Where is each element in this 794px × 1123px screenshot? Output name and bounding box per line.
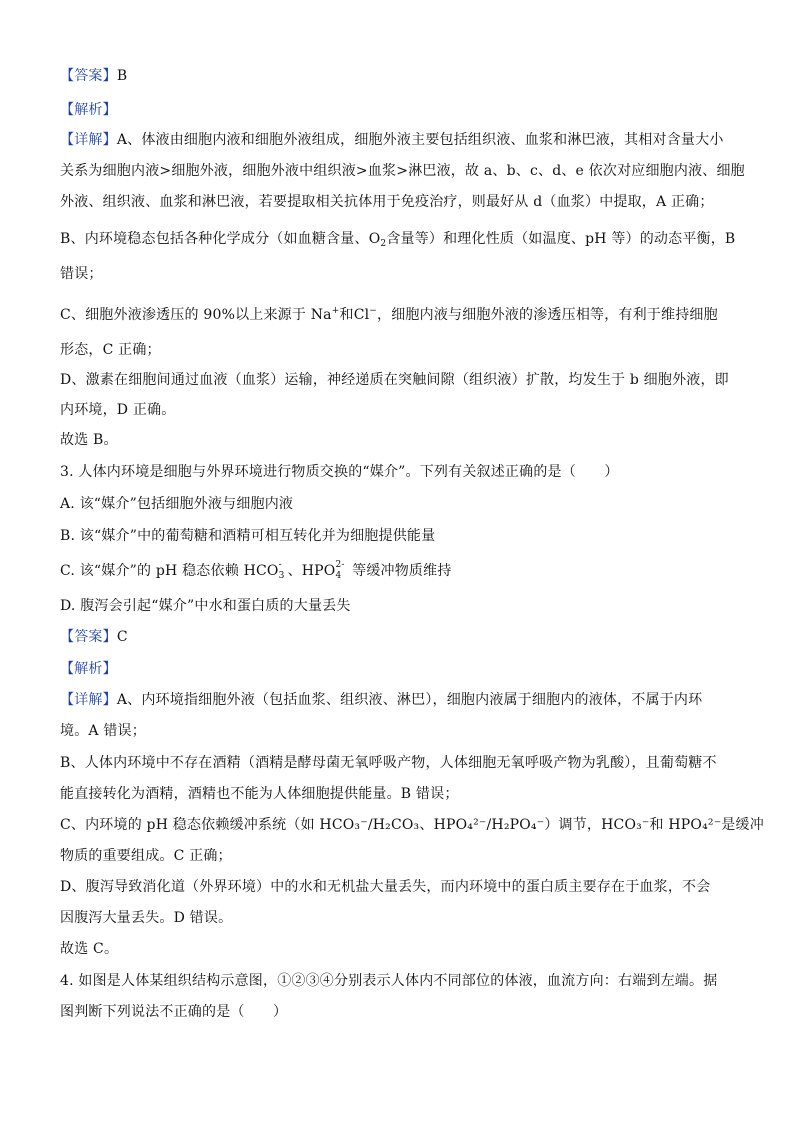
formula: O <box>368 231 381 247</box>
formula: HPO <box>301 563 336 579</box>
answer-line <box>60 627 740 647</box>
text-span: 等缓冲物质维持 <box>347 563 452 579</box>
superscript: + <box>331 306 340 316</box>
detail-text <box>60 301 740 325</box>
text-span: 含量等）和理化性质（如温度、pH 等）的动态平衡，B <box>386 231 736 247</box>
detail-text: 因腹泻大量丢失。D 错误。 <box>60 910 233 926</box>
detail-text: 物质的重要组成。C 正确； <box>60 848 232 864</box>
option-a: A. 该“媒介”包括细胞外液与细胞内液 <box>60 496 294 512</box>
formula: HCO <box>243 563 279 579</box>
detail-text: A、内环境指细胞外液（包括血浆、组织液、淋巴），细胞内液属于细胞内的液体，不属于内环 <box>116 692 703 708</box>
text-span: 、 <box>287 563 302 579</box>
detail-text: 形态，C 正确； <box>60 342 161 358</box>
question-stem: 图判断下列说法不正确的是（ ） <box>60 1004 288 1020</box>
analysis-label: 【解析】 <box>60 102 117 118</box>
answer-line <box>60 66 740 86</box>
detail-text: 境。A 错误； <box>60 723 146 739</box>
detail-text: C、内环境的 pH 稳态依赖缓冲系统（如 HCO₃⁻/H₂CO₃、HPO₄²⁻/H₂PO₄⁻）调节，HCO₃⁻和 HPO₄²⁻是缓冲 <box>60 817 764 833</box>
superscript: 2- <box>335 560 345 570</box>
detail-text: 错误； <box>60 266 103 282</box>
text-span: C、细胞外液渗透压的 90%以上来源于 <box>60 307 311 323</box>
subscript: 2 <box>380 239 387 249</box>
analysis-label: 【解析】 <box>60 661 117 677</box>
text-span: C. 该“媒介”的 pH 稳态依赖 <box>60 563 244 579</box>
detail-text <box>60 229 740 254</box>
detail-label: 【详解】 <box>60 132 117 148</box>
option-c <box>60 561 740 581</box>
detail-text: D、激素在细胞间通过血液（血浆）运输，神经递质在突触间隙（组织液）扩散，均发生于 b 细胞外液，即 <box>60 372 729 388</box>
detail-text: D、腹泻导致消化道（外界环境）中的水和无机盐大量丢失，而内环境中的蛋白质主要存在于血浆，不会 <box>60 879 711 895</box>
text-span: B、内环境稳态包括各种化学成分（如血糖含量、 <box>60 231 369 247</box>
detail-line <box>60 690 740 710</box>
text-span: ，细胞内液与细胞外液的渗透压相等，有利于维持细胞 <box>377 307 718 323</box>
question-stem: 4. 如图是人体某组织结构示意图，①②③④分别表示人体内不同部位的体液，血流方向：右端到左端。据 <box>60 973 718 989</box>
formula: Cl <box>353 307 370 323</box>
formula: Na <box>310 307 332 323</box>
superscript: − <box>369 306 378 316</box>
conclusion: 故选 C。 <box>60 941 119 957</box>
detail-text: 外液、组织液、血浆和淋巴液，若要提取相关抗体用于免疫治疗，则最好从 d（血浆）中提取，A 正确； <box>60 194 714 210</box>
sub-sup-group <box>335 560 347 581</box>
answer-value: B <box>116 68 128 84</box>
answer-value: C <box>116 629 128 645</box>
sub-sup-group <box>278 560 288 581</box>
conclusion: 故选 B。 <box>60 432 118 448</box>
answer-label: 【答案】 <box>60 68 117 84</box>
subscript: 3 <box>278 571 285 581</box>
superscript: - <box>278 560 282 570</box>
detail-text: B、人体内环境中不存在酒精（酒精是酵母菌无氧呼吸产物，人体细胞无氧呼吸产物为乳酸），且葡萄糖不 <box>60 755 717 771</box>
detail-line <box>60 130 740 150</box>
option-b: B. 该“媒介”中的葡萄糖和酒精可相互转化并为细胞提供能量 <box>60 528 436 544</box>
option-d: D. 腹泻会引起“媒介”中水和蛋白质的大量丢失 <box>60 598 351 614</box>
answer-label: 【答案】 <box>60 629 117 645</box>
detail-text: A、体液由细胞内液和细胞外液组成，细胞外液主要包括组织液、血浆和淋巴液，其相对含量大小 <box>116 132 724 148</box>
subscript: 4 <box>335 571 342 581</box>
text-span: 和 <box>339 307 354 323</box>
detail-text: 内环境，D 正确。 <box>60 402 176 418</box>
question-stem: 3. 人体内环境是细胞与外界环境进行物质交换的“媒介”。下列有关叙述正确的是（ ） <box>60 464 619 480</box>
detail-text: 能直接转化为酒精，酒精也不能为人体细胞提供能量。B 错误； <box>60 786 459 802</box>
detail-label: 【详解】 <box>60 692 117 708</box>
detail-text: 关系为细胞内液>细胞外液，细胞外液中组织液>血浆>淋巴液，故 a、b、c、d、e 依次对应细胞内液、细胞 <box>60 163 745 179</box>
